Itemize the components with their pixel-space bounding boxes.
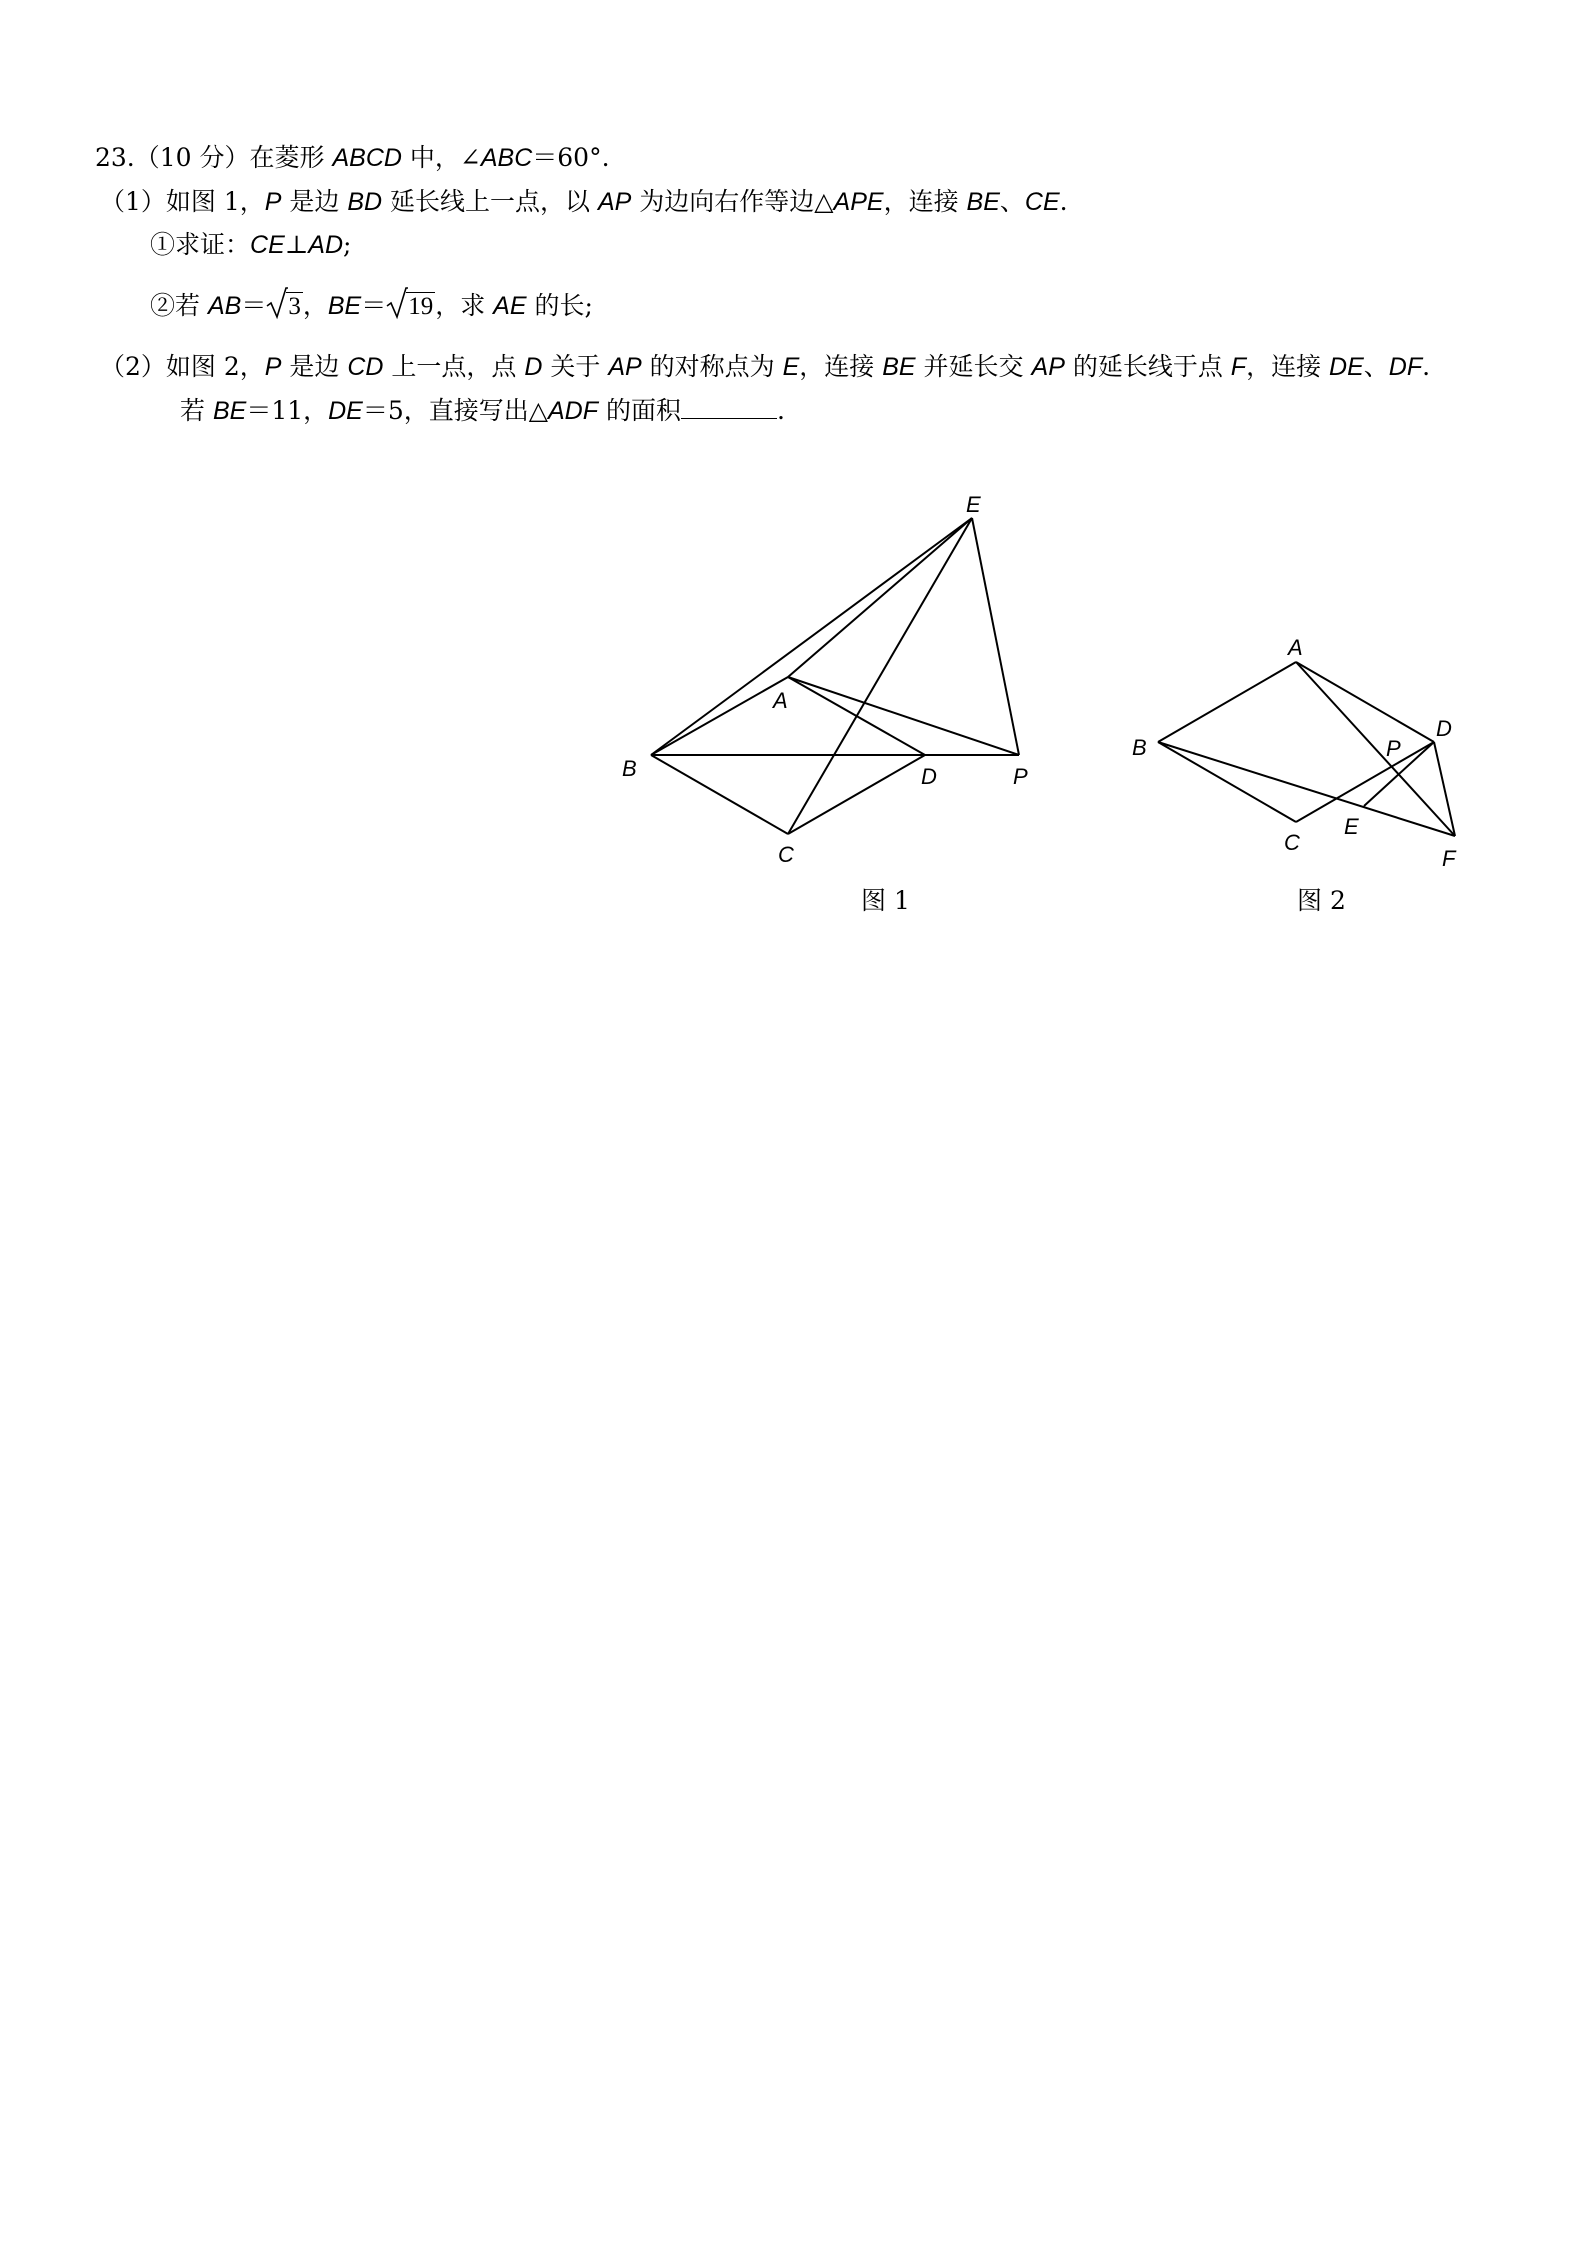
segment-cb <box>651 755 788 834</box>
text: ①求证： <box>150 230 251 259</box>
stem-text: 在菱形 <box>249 143 333 172</box>
var: BD <box>347 188 383 216</box>
var: AP <box>598 188 632 216</box>
var: AD <box>308 231 343 259</box>
problem-score: （10 分） <box>134 143 250 172</box>
figure-1-labels <box>622 492 1028 867</box>
label-p: P <box>1013 764 1028 789</box>
var: AB <box>207 292 242 320</box>
text: ，求 <box>435 291 494 320</box>
var: DE <box>1329 353 1364 381</box>
label-a: A <box>773 688 788 713</box>
text: ②若 <box>150 291 208 320</box>
text: ＝ <box>361 291 387 320</box>
segment-df <box>1434 742 1455 836</box>
text: ; <box>343 230 352 259</box>
label-p: P <box>1386 736 1401 761</box>
text: （1）如图 1， <box>100 187 265 216</box>
segment-dc <box>1296 742 1434 822</box>
text: 若 <box>180 396 213 425</box>
text: . <box>1422 352 1431 381</box>
segment-ep <box>972 518 1019 755</box>
var: P <box>264 353 282 381</box>
figure-1-caption: 图 1 <box>861 886 910 915</box>
var: P <box>264 188 282 216</box>
var: D <box>524 353 543 381</box>
text: 上一点，点 <box>383 352 525 381</box>
var: CE <box>250 231 285 259</box>
var: CD <box>347 353 384 381</box>
text: 是边 <box>281 352 348 381</box>
label-c: C <box>1284 830 1300 855</box>
radicand: 3 <box>288 293 301 320</box>
text: 、 <box>999 187 1025 216</box>
label-b: B <box>1132 735 1147 760</box>
label-d: D <box>921 764 937 789</box>
var: DE <box>328 397 363 425</box>
label-c: C <box>778 842 794 867</box>
var: AE <box>493 292 527 320</box>
text: ＝5，直接写出△ <box>362 396 548 425</box>
stem-angle: ABC <box>480 144 533 172</box>
text: ，连接 <box>799 352 883 381</box>
label-b: B <box>622 756 637 781</box>
text: ⊥ <box>284 230 309 259</box>
text: 的面积 <box>598 396 681 425</box>
segment-ab <box>651 677 788 755</box>
label-d: D <box>1436 716 1452 741</box>
text: 的延长线于点 <box>1064 352 1231 381</box>
text: ，连接 <box>883 187 967 216</box>
var: CE <box>1024 188 1060 216</box>
segment-cb <box>1158 742 1296 822</box>
text: ＝11， <box>246 396 329 425</box>
segment-ce <box>788 518 972 834</box>
segment-dc <box>788 755 925 834</box>
text: 延长线上一点，以 <box>382 187 598 216</box>
var: BE <box>327 292 362 320</box>
var: AP <box>608 353 642 381</box>
text: 关于 <box>542 352 609 381</box>
figure-2 <box>1158 662 1455 836</box>
figure-2-labels <box>1132 635 1457 871</box>
text: ， <box>302 291 328 320</box>
var: APE <box>833 188 884 216</box>
text: （2）如图 2， <box>100 352 265 381</box>
var: E <box>782 353 800 381</box>
var: AP <box>1031 353 1065 381</box>
segment-ab <box>1158 662 1296 742</box>
text: ，连接 <box>1246 352 1330 381</box>
segment-be <box>651 518 972 755</box>
text: 并延长交 <box>915 352 1032 381</box>
radicand: 19 <box>408 293 434 320</box>
figure-2-caption: 图 2 <box>1297 886 1346 915</box>
var: BE <box>212 397 247 425</box>
stem-shape: ABCD <box>332 144 402 172</box>
text: . <box>776 396 785 425</box>
label-e: E <box>1344 814 1359 839</box>
stem-text: 中，∠ <box>401 143 481 172</box>
label-e: E <box>966 492 981 517</box>
label-a: A <box>1288 635 1303 660</box>
var: ADF <box>548 397 598 425</box>
stem-text: ＝60°. <box>532 143 610 172</box>
text: 、 <box>1363 352 1389 381</box>
text: 为边向右作等边△ <box>631 187 834 216</box>
text: 的对称点为 <box>641 352 783 381</box>
segment-ad <box>1296 662 1434 742</box>
var: BE <box>882 353 916 381</box>
figure-1 <box>651 518 1019 834</box>
text: 是边 <box>281 187 348 216</box>
text: 的长; <box>526 291 593 320</box>
text: . <box>1059 187 1068 216</box>
segment-ae <box>788 518 972 677</box>
text: ＝ <box>241 291 267 320</box>
problem-number: 23. <box>95 143 135 172</box>
var: BE <box>966 188 1000 216</box>
label-f: F <box>1442 846 1456 871</box>
var: DF <box>1388 353 1423 381</box>
var: F <box>1230 353 1247 381</box>
